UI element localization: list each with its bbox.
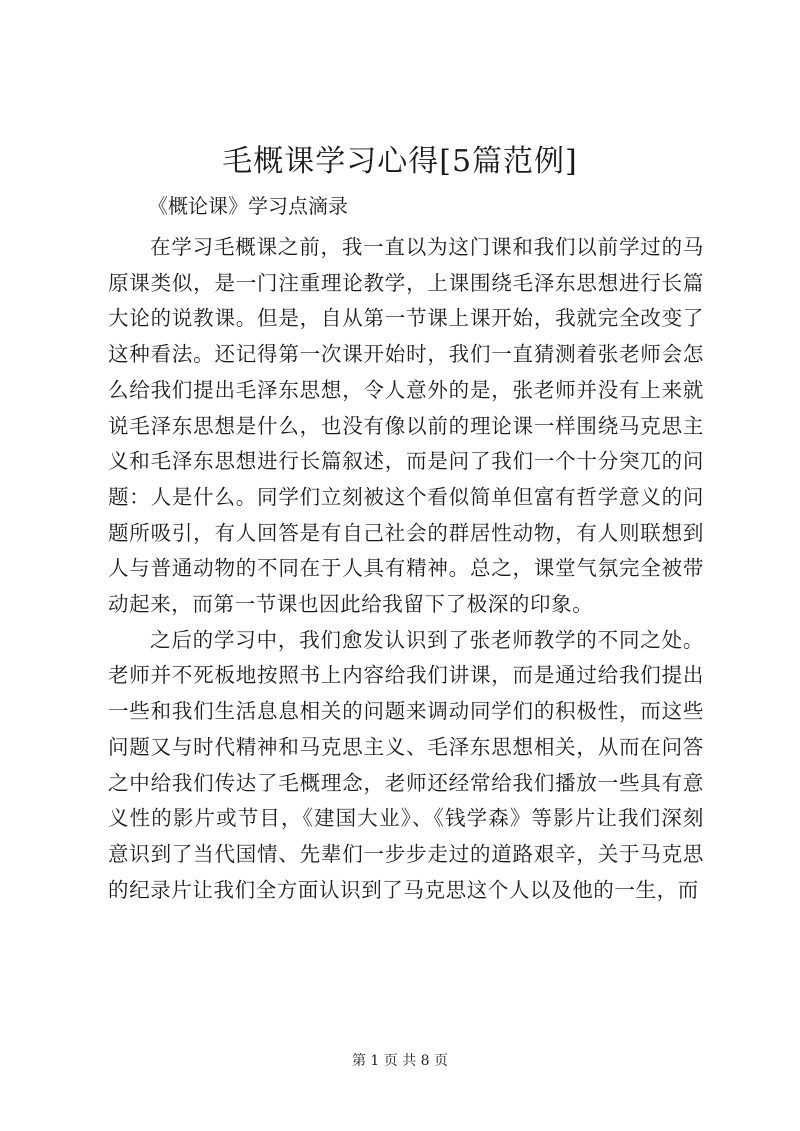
- page-footer: 第 1 页 共 8 页: [351, 1053, 449, 1069]
- paragraph-1: 在学习毛概课之前，我一直以为这门课和我们以前学过的马原课类似，是一门注重理论教学，上课围绕毛泽东思想进行长篇大论的说教课。但是，自从第一节课上课开始，我就完全改变了这种看法。还记得第一次课开始时，我们一直猜测着张老师会怎么给我们提出毛泽东思想，令人意外的是，张老师并没有上来就说毛泽东思想是什么，也没有像以前的理论课一样围绕马克思主义和毛泽东思想进行长篇叙述，而是问了我们一个十分突兀的问题：人是什么。同学们立刻被这个看似简单但富有哲学意义的问题所吸引，有人回答是有自己社会的群居性动物，有人则联想到人与普通动物的不同在于人具有精神。总之，课堂气氛完全被带动起来，而第一节课也因此给我留下了极深的印象。: [108, 235, 704, 617]
- document-title: 毛概课学习心得[5篇范例]: [222, 144, 578, 179]
- document-body: [108, 230, 704, 908]
- paragraph-2: 之后的学习中，我们愈发认识到了张老师教学的不同之处。老师并不死板地按照书上内容给我们讲课，而是通过给我们提出一些和我们生活息息相关的问题来调动同学们的积极性，而这些问题又与时代精神和马克思主义、毛泽东思想相关，从而在问答之中给我们传达了毛概理念，老师还经常给我们播放一些具有意义性的影片或节目，《建国大业》、《钱学森》等影片让我们深刻意识到了当代国情、先辈们一步步走过的道路艰辛，关于马克思的纪录片让我们全方面认识到了马克思这个人以及他的一生，而: [108, 627, 704, 902]
- document-subtitle: 《概论课》学习点滴录: [148, 194, 348, 218]
